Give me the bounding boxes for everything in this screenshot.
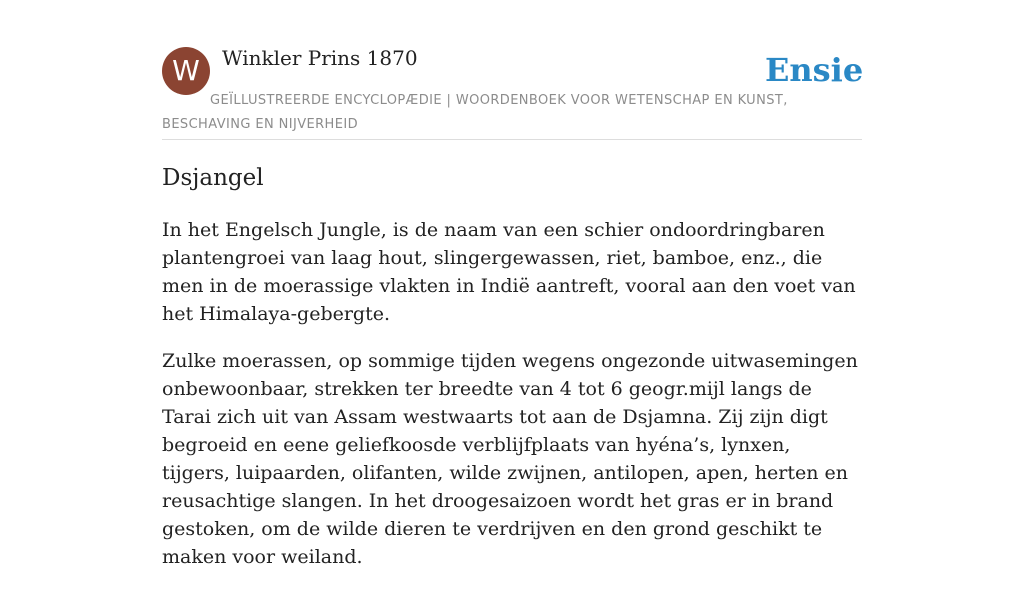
source-title[interactable]: Winkler Prins 1870 xyxy=(222,46,418,70)
article-title: Dsjangel xyxy=(162,165,264,191)
article-paragraph: Zulke moerassen, op sommige tijden wegens ongezonde uitwasemingen onbewoonbaar, strekken ter breedte van 4 tot 6 geogr.mijl langs de Tarai zich uit van Assam westwaarts tot aan de Dsjamna. Zij zijn digt begroeid en eene geliefkoosde verblijfplaats van hyéna’s, lynxen, tijgers, luipaarden, olifanten, wilde zwijnen, antilopen, apen, herten en reusachtige slangen. In het droogesaizoen wordt het gras er in brand gestoken, om de wilde dieren te verdrijven en den grond geschikt te maken voor weiland. xyxy=(162,350,858,568)
source-avatar[interactable]: W xyxy=(162,47,210,95)
article-paragraph: In het Engelsch Jungle, is de naam van een schier ondoordringbaren plantengroei van laag hout, slingergewassen, riet, bamboe, enz., die men in de moerassige vlakten in Indië aantreft, vooral aan den voet van het Himalaya-gebergte. xyxy=(162,219,856,325)
header-divider xyxy=(162,139,862,140)
brand-logo[interactable]: Ensie xyxy=(765,51,864,89)
source-subtitle: GEÏLLUSTREERDE ENCYCLOPÆDIE | WOORDENBOEK VOOR WETENSCHAP EN KUNST, BESCHAVING EN NIJVERHEID xyxy=(162,93,788,132)
article-body xyxy=(162,216,862,590)
